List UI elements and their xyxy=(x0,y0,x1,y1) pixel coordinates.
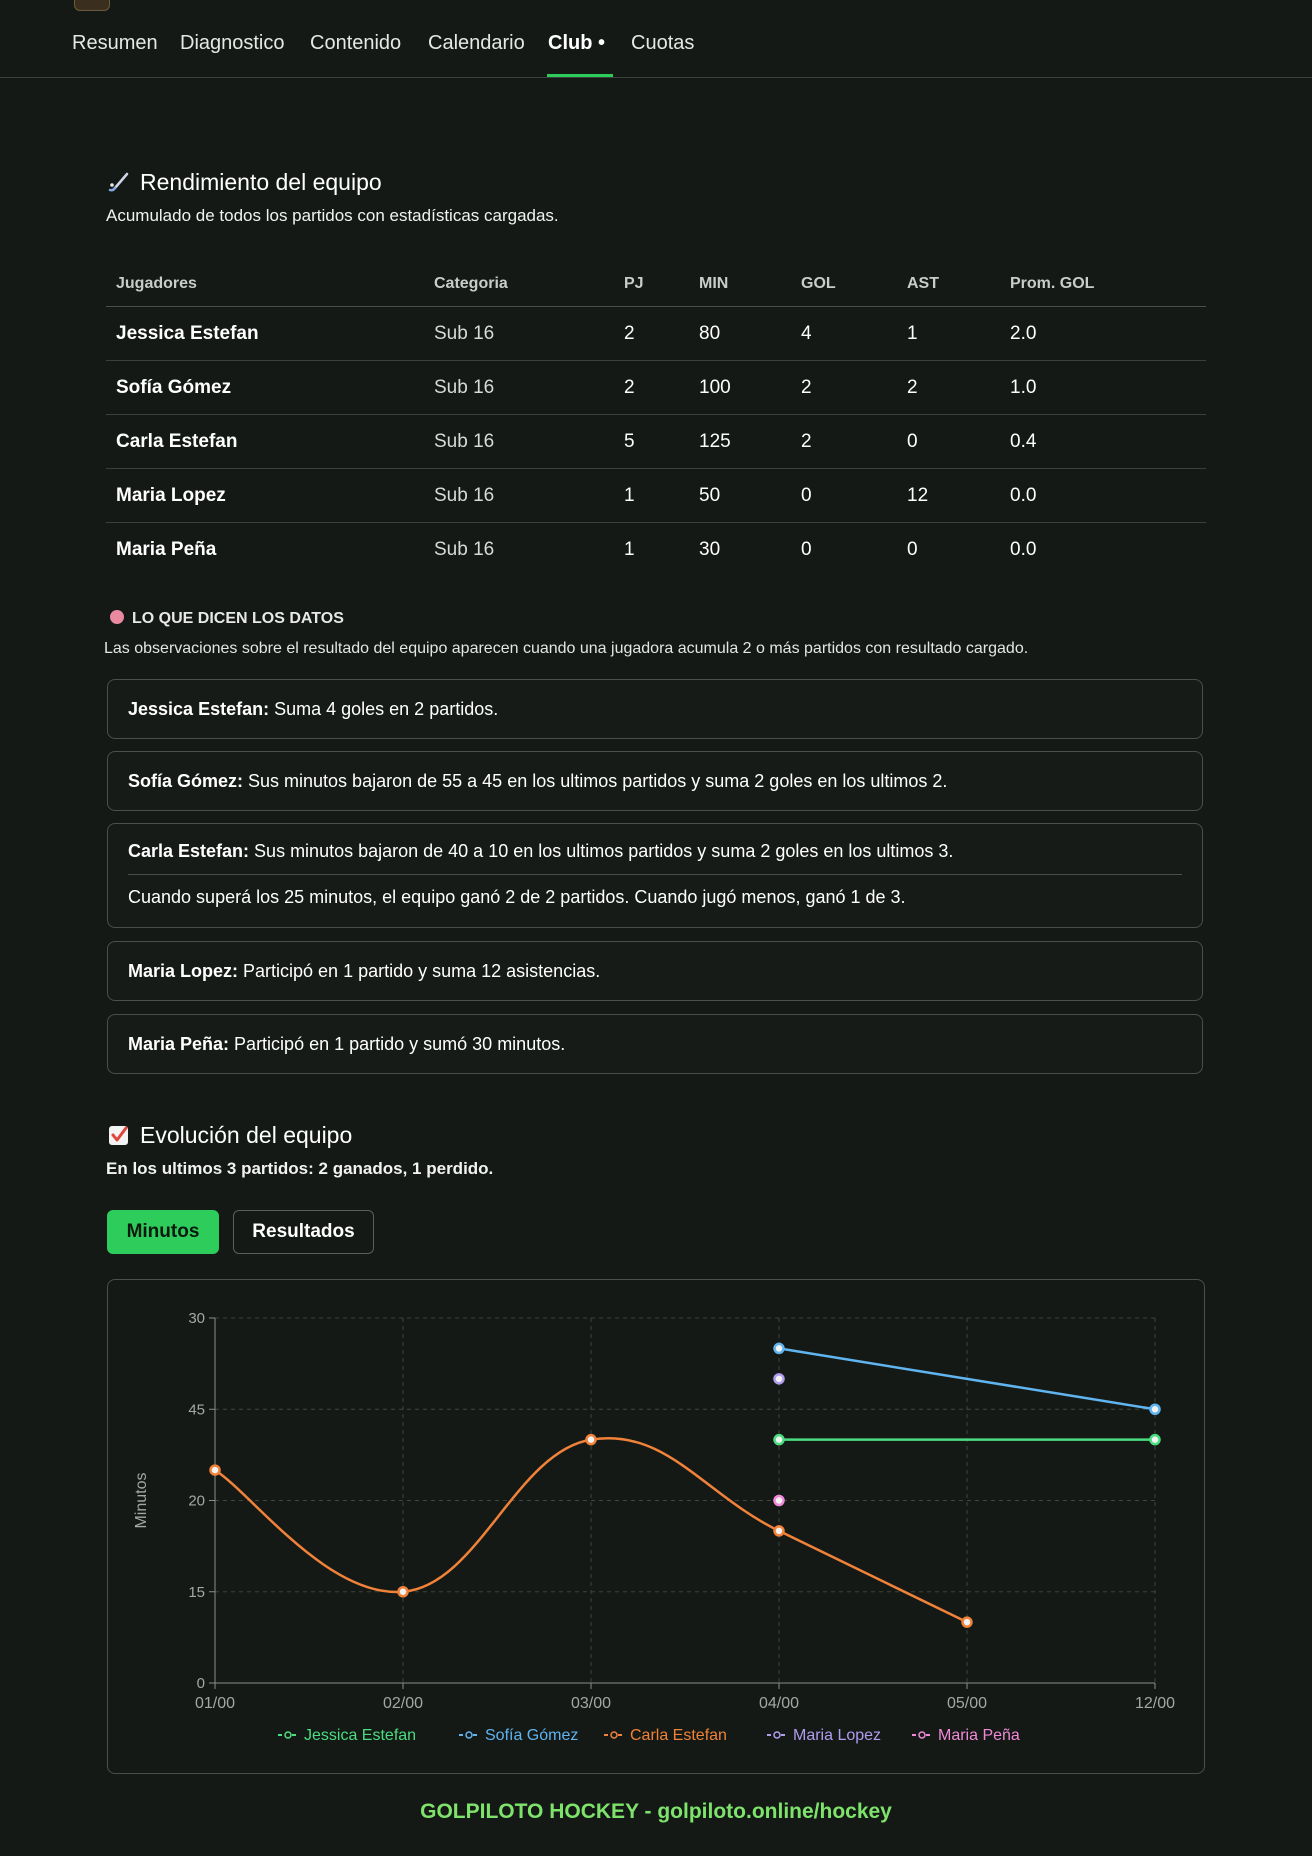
player-category: Sub 16 xyxy=(424,307,614,361)
stat-prom-gol: 1.0 xyxy=(1000,361,1206,415)
y-tick-label: 15 xyxy=(188,1583,205,1601)
data-point xyxy=(775,1496,784,1505)
legend-label: Jessica Estefan xyxy=(304,1727,417,1744)
legend-marker xyxy=(919,1732,925,1738)
player-category: Sub 16 xyxy=(434,538,495,560)
stat-min: 125 xyxy=(689,415,791,469)
stat-ast: 2 xyxy=(897,361,1000,415)
insight-line xyxy=(108,680,1202,738)
stat-ast: 1 xyxy=(897,307,1000,361)
stat-pj: 2 xyxy=(614,307,689,361)
tab-cuotas[interactable]: Cuotas xyxy=(631,32,695,54)
insight-line xyxy=(108,875,1202,907)
stat-prom-gol: 2.0 xyxy=(1000,307,1206,361)
insight-text: Participó en 1 partido y sumó 30 minutos. xyxy=(229,1034,566,1054)
stat-pj: 1 xyxy=(624,538,635,560)
table-row xyxy=(106,523,1206,577)
hockey-stick-icon xyxy=(108,171,130,193)
results-button[interactable]: Resultados xyxy=(233,1210,374,1254)
data-point xyxy=(211,1466,220,1475)
stat-gol: 2 xyxy=(791,361,897,415)
stat-gol: 2 xyxy=(791,415,897,469)
stat-prom-gol: 0.0 xyxy=(1010,538,1037,560)
column-header: PJ xyxy=(614,262,689,307)
legend-marker xyxy=(611,1732,617,1738)
footer-text: GOLPILOTO HOCKEY - golpiloto.online/hockey xyxy=(420,1800,892,1823)
player-category: Sub 16 xyxy=(424,415,614,469)
stat-pj: 1 xyxy=(614,469,689,523)
data-point xyxy=(1151,1435,1160,1444)
evolution-chart-panel xyxy=(107,1279,1205,1774)
insight-line xyxy=(108,1015,1202,1073)
data-point xyxy=(775,1344,784,1353)
legend-label: Sofía Gómez xyxy=(485,1727,579,1744)
tab-contenido[interactable]: Contenido xyxy=(310,32,402,54)
x-tick-label: 05/00 xyxy=(946,1695,988,1712)
data-point xyxy=(775,1374,784,1383)
data-point xyxy=(775,1435,784,1444)
check-box-icon xyxy=(108,1124,130,1146)
legend-marker xyxy=(774,1732,780,1738)
insight-player-name: Jessica Estefan: xyxy=(128,699,270,719)
table-header-row xyxy=(106,262,1206,307)
tab-diagnostico[interactable]: Diagnostico xyxy=(180,32,285,54)
stat-prom-gol: 0.0 xyxy=(1000,469,1206,523)
insight-line xyxy=(108,942,1202,1000)
insight-card xyxy=(107,823,1203,928)
insight-player-name: Carla Estefan: xyxy=(128,841,250,861)
insight-line xyxy=(108,824,1202,874)
y-tick-label: 45 xyxy=(188,1401,205,1419)
stat-min: 80 xyxy=(689,307,791,361)
player-name: Jessica Estefan xyxy=(106,307,424,361)
column-header: Jugadores xyxy=(106,262,424,307)
y-tick-label: 0 xyxy=(196,1675,205,1692)
active-tab-indicator xyxy=(547,74,613,77)
table-row xyxy=(106,469,1206,523)
stat-min: 50 xyxy=(689,469,791,523)
stat-ast: 0 xyxy=(897,415,1000,469)
x-tick-label: 02/00 xyxy=(382,1695,424,1712)
insight-text: Cuando superá los 25 minutos, el equipo ganó 2 de 2 partidos. Cuando jugó menos, ganó 1 de 3. xyxy=(128,887,906,907)
player-category: Sub 16 xyxy=(424,361,614,415)
insight-text: Sus minutos bajaron de 40 a 10 en los ultimos partidos y suma 2 goles en los ultimos 3. xyxy=(249,841,954,861)
x-tick-label: 01/00 xyxy=(194,1695,236,1712)
evolution-subtitle: En los ultimos 3 partidos: 2 ganados, 1 perdido. xyxy=(106,1159,494,1178)
stat-ast: 12 xyxy=(897,469,1000,523)
x-tick-label: 03/00 xyxy=(570,1695,612,1712)
insight-card xyxy=(107,679,1203,739)
y-tick-label: 20 xyxy=(188,1492,205,1510)
table-row xyxy=(106,307,1206,361)
player-name: Maria Peña xyxy=(116,538,217,560)
column-header: MIN xyxy=(689,262,791,307)
performance-subtitle: Acumulado de todos los partidos con estadísticas cargadas. xyxy=(106,206,559,225)
player-name: Maria Lopez xyxy=(106,469,424,523)
player-name: Carla Estefan xyxy=(106,415,424,469)
column-header: GOL xyxy=(791,262,897,307)
table-row xyxy=(106,361,1206,415)
column-header: Categoria xyxy=(424,262,614,307)
legend-label: Maria Lopez xyxy=(793,1727,882,1744)
legend-marker xyxy=(285,1732,291,1738)
performance-table xyxy=(106,262,1206,576)
stat-pj: 5 xyxy=(614,415,689,469)
tab-resumen[interactable]: Resumen xyxy=(72,32,158,54)
insight-text: Sus minutos bajaron de 55 a 45 en los ultimos partidos y suma 2 goles en los ultimos 2. xyxy=(243,771,948,791)
insight-text: Suma 4 goles en 2 partidos. xyxy=(269,699,499,719)
x-tick-label: 04/00 xyxy=(758,1695,800,1712)
stat-gol: 4 xyxy=(791,307,897,361)
insight-card xyxy=(107,751,1203,811)
stat-prom-gol: 0.4 xyxy=(1000,415,1206,469)
insight-text: Participó en 1 partido y suma 12 asistencias. xyxy=(238,961,601,981)
insight-card xyxy=(107,941,1203,1001)
data-point xyxy=(963,1618,972,1627)
performance-title-text: Rendimiento del equipo xyxy=(140,169,382,195)
minutes-button[interactable]: Minutos xyxy=(107,1210,219,1254)
legend-label: Carla Estefan xyxy=(630,1727,727,1744)
stat-pj: 2 xyxy=(614,361,689,415)
evolution-title-text: Evolución del equipo xyxy=(140,1122,353,1148)
insights-heading xyxy=(110,610,344,628)
insight-player-name: Maria Lopez: xyxy=(128,961,239,981)
column-header: Prom. GOL xyxy=(1000,262,1206,307)
insight-player-name: Sofía Gómez: xyxy=(128,771,244,791)
data-point xyxy=(1151,1405,1160,1414)
x-tick-label: 12/00 xyxy=(1134,1695,1176,1712)
stat-min: 30 xyxy=(699,538,721,560)
tab-club[interactable]: Club • xyxy=(548,32,605,54)
stat-gol: 0 xyxy=(791,469,897,523)
data-point xyxy=(775,1526,784,1535)
column-header: AST xyxy=(897,262,1000,307)
insight-player-name: Maria Peña: xyxy=(128,1034,230,1054)
legend-label: Maria Peña xyxy=(938,1727,1020,1744)
player-name: Sofía Gómez xyxy=(106,361,424,415)
top-navigation xyxy=(0,0,1312,78)
performance-title xyxy=(108,169,382,196)
stat-gol: 0 xyxy=(801,538,812,560)
pink-dot-icon xyxy=(110,610,124,624)
stat-ast: 0 xyxy=(907,538,918,560)
player-category: Sub 16 xyxy=(424,469,614,523)
evolution-title xyxy=(108,1122,352,1149)
table-row xyxy=(106,415,1206,469)
minutes-line-chart xyxy=(108,1280,1204,1773)
insights-heading-text: LO QUE DICEN LOS DATOS xyxy=(132,610,344,627)
stat-min: 100 xyxy=(689,361,791,415)
tab-calendario[interactable]: Calendario xyxy=(428,32,525,54)
insight-card xyxy=(107,1014,1203,1074)
data-point xyxy=(587,1435,596,1444)
legend-marker xyxy=(466,1732,472,1738)
data-point xyxy=(399,1587,408,1596)
insights-description: Las observaciones sobre el resultado del equipo aparecen cuando una jugadora acumula 2 o más partidos con resultado cargado. xyxy=(104,640,1029,657)
insight-line xyxy=(108,752,1202,810)
y-axis-label: Minutos xyxy=(133,1472,150,1529)
y-tick-label: 30 xyxy=(188,1310,205,1327)
